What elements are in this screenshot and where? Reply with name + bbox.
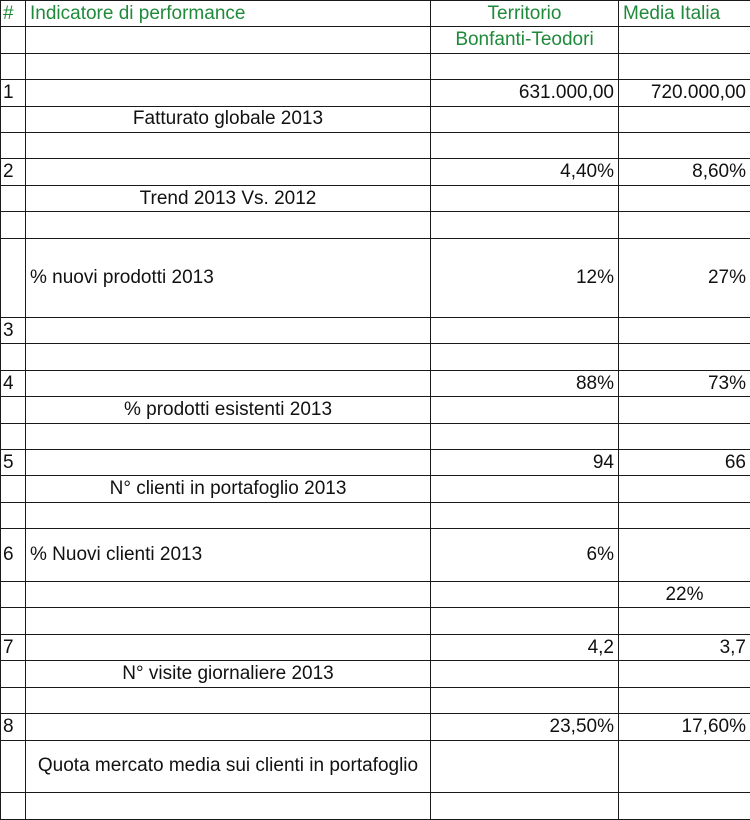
spacer-row [1,133,750,159]
indicator-label: % prodotti esistenti 2013 [26,397,431,423]
italy-value: 73% [619,370,750,396]
header-row [1,1,750,27]
italy-value: 8,60% [619,159,750,185]
table-row [1,106,750,132]
header-territory-name: Bonfanti-Teodori [431,27,619,53]
empty-cell [26,80,431,106]
header-indicator: Indicatore di performance [26,1,431,27]
territory-value: 6% [431,529,619,582]
territory-value: 631.000,00 [431,80,619,106]
territory-value: 4,40% [431,159,619,185]
row-number: 8 [1,714,26,740]
indicator-label: Fatturato globale 2013 [26,106,431,132]
territory-value: 12% [431,238,619,317]
row-number: 5 [1,450,26,476]
indicator-label: N° visite giornaliere 2013 [26,661,431,687]
italy-value: 27% [619,238,750,317]
row-number: 6 [1,529,26,582]
table-row [1,370,750,396]
table-row [1,582,750,608]
table-row [1,159,750,185]
spacer-row [1,53,750,79]
table-row [1,740,750,793]
table-row [1,714,750,740]
territory-value: 23,50% [431,714,619,740]
table-row [1,185,750,211]
spacer-row [1,423,750,449]
row-number: 3 [1,318,26,344]
spacer-row [1,608,750,634]
italy-value: 17,60% [619,714,750,740]
indicator-label: % nuovi prodotti 2013 [26,238,431,317]
italy-value: 22% [619,582,750,608]
row-number: 1 [1,80,26,106]
table-row [1,634,750,660]
italy-value: 3,7 [619,634,750,660]
header-territory: Territorio [431,1,619,27]
italy-value: 66 [619,450,750,476]
row-number: 2 [1,159,26,185]
spacer-row [1,502,750,528]
header-italy: Media Italia [619,1,750,27]
indicator-label: Trend 2013 Vs. 2012 [26,185,431,211]
indicator-label: Quota mercato media sui clienti in portafoglio [26,740,431,793]
indicator-label: N° clienti in portafoglio 2013 [26,476,431,502]
empty-cell [619,27,750,53]
table-row [1,476,750,502]
italy-value: 720.000,00 [619,80,750,106]
spacer-row [1,687,750,713]
table-row [1,318,750,344]
spacer-row [1,793,750,820]
spacer-row [1,344,750,370]
header-hash: # [1,1,26,27]
territory-value: 88% [431,370,619,396]
empty-cell [26,27,431,53]
table-row [1,529,750,582]
indicator-label: % Nuovi clienti 2013 [26,529,431,582]
header-row-2 [1,27,750,53]
table-row [1,661,750,687]
table-row [1,450,750,476]
table-row [1,397,750,423]
table-row [1,238,750,317]
row-number: 4 [1,370,26,396]
territory-value: 4,2 [431,634,619,660]
row-number: 7 [1,634,26,660]
table-row [1,80,750,106]
territory-value: 94 [431,450,619,476]
spacer-row [1,212,750,238]
empty-cell [1,27,26,53]
